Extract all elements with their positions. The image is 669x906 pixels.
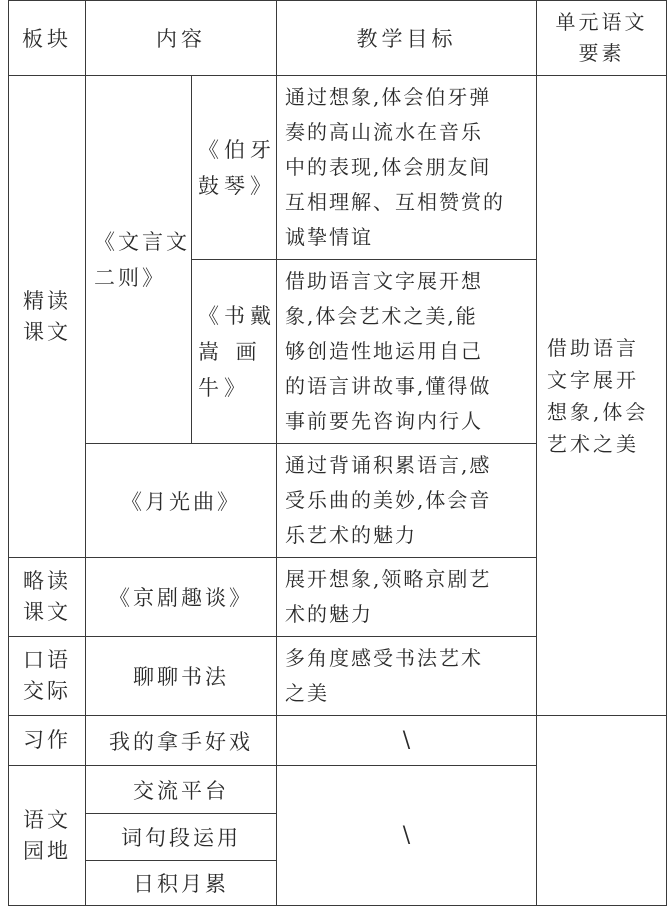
content-boya-guqin: 《伯牙 鼓琴》 — [192, 76, 277, 260]
content-jingju-qutan: 《京剧趣谈》 — [86, 558, 277, 637]
content-liaoliao-shufa: 聊聊书法 — [86, 637, 277, 716]
table-row — [9, 76, 667, 260]
content-jiaoliu-pingtai: 交流平台 — [86, 766, 277, 814]
header-element: 单元语文 要素 — [537, 1, 667, 76]
content-ciju-duan-yunyong: 词句段运用 — [86, 814, 277, 861]
goal-liaoliao-shufa: 多角度感受书法艺术 之美 — [277, 637, 537, 716]
unit-element-cell: 借助语言 文字展开 想象,体会 艺术之美 — [537, 76, 667, 716]
category-chinese-garden: 语文 园地 — [9, 766, 86, 906]
category-oral-communication: 口语 交际 — [9, 637, 86, 716]
header-goal: 教学目标 — [277, 1, 537, 76]
content-wenyanwen-group: 《文言文 二则》 — [86, 76, 192, 444]
goal-writing-none: \ — [277, 716, 537, 766]
goal-garden-none: \ — [277, 766, 537, 906]
category-intensive-reading: 精读 课文 — [9, 76, 86, 558]
category-skim-reading: 略读 课文 — [9, 558, 86, 637]
category-writing: 习作 — [9, 716, 86, 766]
header-block: 板块 — [9, 1, 86, 76]
content-wode-nashou-haoxi: 我的拿手好戏 — [86, 716, 277, 766]
header-row — [9, 1, 667, 76]
content-riji-yuelei: 日积月累 — [86, 861, 277, 906]
goal-boya-guqin: 通过想象,体会伯牙弹 奏的高山流水在音乐 中的表现,体会朋友间 互相理解、互相赞赏的 诚挚情谊 — [277, 76, 537, 260]
goal-yueguangqu: 通过背诵积累语言,感 受乐曲的美妙,体会音 乐艺术的魅力 — [277, 444, 537, 558]
goal-jingju-qutan: 展开想象,领略京剧艺 术的魅力 — [277, 558, 537, 637]
content-shu-daisong-huaniu: 《书戴 嵩 画 牛》 — [192, 260, 277, 444]
table-row — [9, 716, 667, 766]
unit-overview-table — [8, 0, 667, 906]
content-yueguangqu: 《月光曲》 — [86, 444, 277, 558]
goal-shu-daisong-huaniu: 借助语言文字展开想 象,体会艺术之美,能 够创造性地运用自己 的语言讲故事,懂得做 事前要先咨询内行人 — [277, 260, 537, 444]
unit-element-empty — [537, 716, 667, 906]
header-content: 内容 — [86, 1, 277, 76]
